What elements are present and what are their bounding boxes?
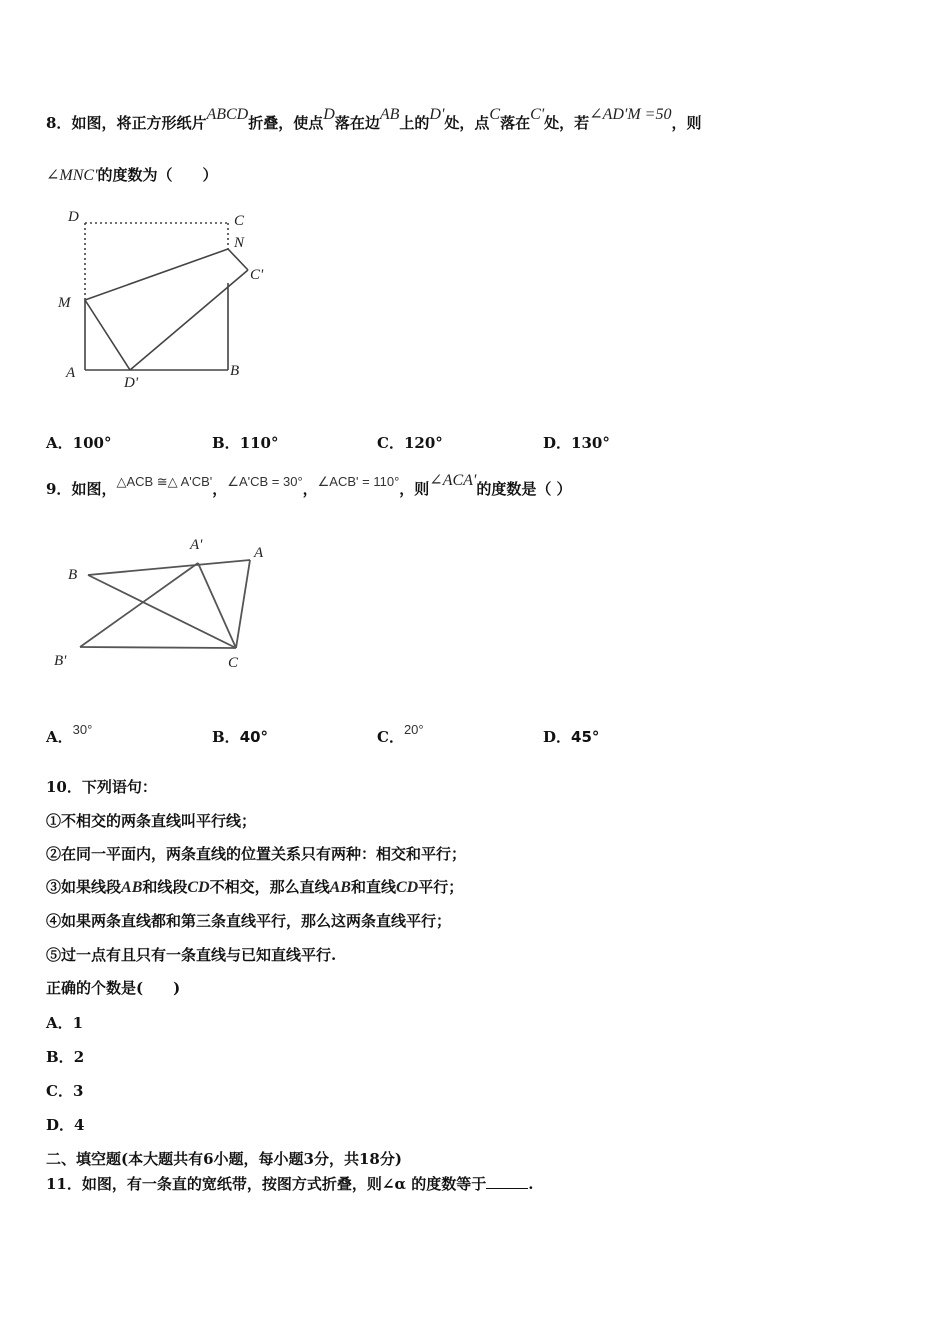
q10-statement-2: ②在同一平面内，两条直线的位置关系只有两种：相交和平行；	[46, 845, 467, 863]
label-N: N	[234, 235, 245, 251]
q9-option-a[interactable]: A．30°	[46, 722, 93, 746]
q10-statement-4: ④如果两条直线都和第三条直线平行，那么这两条直线平行；	[46, 912, 452, 930]
segment-ba	[88, 560, 250, 575]
label-A: A	[66, 365, 76, 381]
q8-option-b[interactable]: B．110°	[212, 434, 279, 452]
math-c: C	[489, 106, 501, 123]
label-Aprime: A'	[190, 537, 203, 553]
math-d: D	[323, 106, 335, 123]
section-2-heading: 二、填空题(本大题共有6小题，每小题3分，共18分)	[46, 1150, 402, 1168]
label-Dprime: D'	[124, 375, 139, 391]
q8-option-c[interactable]: C．120°	[377, 434, 443, 452]
label-C: C	[228, 655, 239, 671]
q10-statement-5: ⑤过一点有且只有一条直线与已知直线平行.	[46, 946, 337, 964]
q10-statement-1: ①不相交的两条直线叫平行线；	[46, 812, 257, 830]
q8-stem-line2: ∠MNC'的度数为（ ）	[46, 166, 218, 184]
answer-blank[interactable]	[486, 1174, 528, 1189]
q8-option-d[interactable]: D．130°	[543, 434, 610, 452]
q9-figure	[50, 525, 290, 695]
label-A: A	[254, 545, 264, 561]
label-D: D	[68, 209, 79, 225]
math-abcd: ABCD	[206, 106, 249, 123]
q10-statement-3: ③如果线段AB和线段CD不相交，那么直线AB和直线CD平行；	[46, 878, 464, 896]
math-angle-mnc: ∠MNC'	[46, 167, 98, 184]
label-M: M	[58, 295, 71, 311]
math-dprime: D'	[429, 106, 445, 123]
crease-mn	[85, 249, 228, 300]
q10-option-d[interactable]: D．4	[46, 1116, 85, 1134]
label-B: B	[68, 567, 78, 583]
q8-figure	[50, 205, 280, 405]
segment-aprime-c	[198, 563, 236, 648]
label-Bprime: B'	[54, 653, 67, 669]
edge-m-dprime	[85, 300, 130, 370]
q9-option-c[interactable]: C．20°	[377, 722, 424, 746]
q9-option-d[interactable]: D．45°	[543, 728, 600, 746]
q11-stem: 11．如图，有一条直的宽纸带，按图方式折叠，则∠α 的度数等于 .	[46, 1175, 534, 1193]
math-angle-condition-1: ∠A'CB = 30°	[227, 474, 303, 489]
segment-bc	[88, 575, 236, 648]
edge-nc-prime	[228, 249, 248, 270]
math-ab: AB	[379, 106, 400, 123]
q10-option-c[interactable]: C．3	[46, 1082, 84, 1100]
math-cprime: C'	[530, 106, 545, 123]
q9-stem: 9．如图，△ACB ≅△ A'CB'，∠A'CB = 30°，∠ACB' = 110°，则∠ACA'的度数是（ ）	[46, 472, 572, 498]
q10-option-b[interactable]: B．2	[46, 1048, 85, 1066]
q10-title: 10．下列语句：	[46, 778, 157, 796]
q9-option-b[interactable]: B．40°	[212, 728, 269, 746]
q10-option-a[interactable]: A．1	[46, 1014, 84, 1032]
label-C: C	[234, 213, 245, 229]
label-Cprime: C'	[250, 267, 264, 283]
math-angle-aca: ∠ACA'	[429, 472, 477, 489]
q8-stem-line1: 8．如图，将正方形纸片ABCD折叠，使点D落在边AB上的D'处，点C落在C'处，若∠AD'M =50，则	[46, 106, 702, 132]
math-congruence: △ACB ≅△ A'CB'	[116, 474, 213, 489]
segment-ac	[236, 560, 250, 648]
q8-option-a[interactable]: A．100°	[46, 434, 112, 452]
math-condition: ∠AD'M =50	[589, 106, 672, 123]
q10-question: 正确的个数是( )	[46, 979, 181, 997]
math-angle-condition-2: ∠ACB' = 110°	[317, 474, 400, 489]
edge-cprime-dprime	[130, 270, 248, 370]
segment-bprime-c	[80, 647, 236, 648]
segment-bprime-aprime	[80, 563, 198, 647]
label-B: B	[230, 363, 240, 379]
